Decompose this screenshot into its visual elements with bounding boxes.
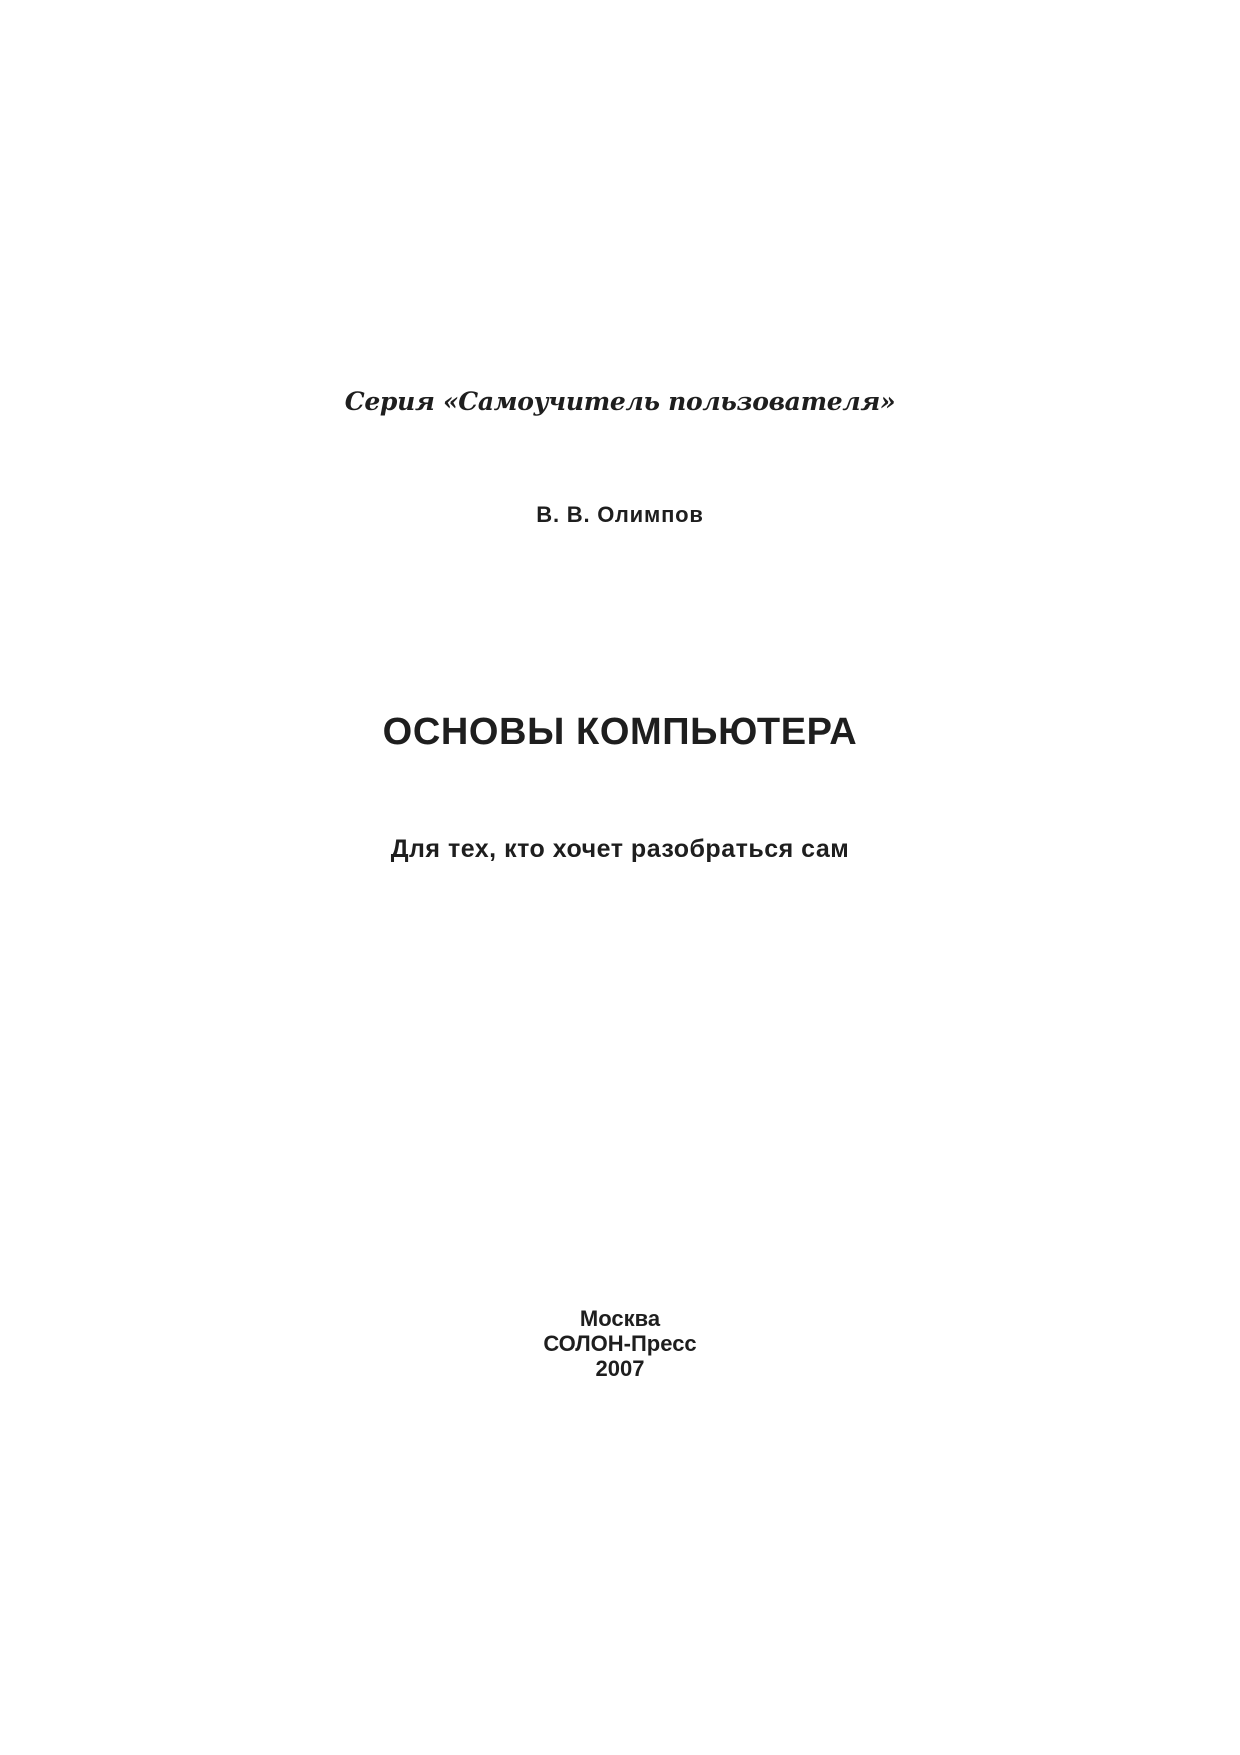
book-subtitle: Для тех, кто хочет разобраться сам [390, 835, 850, 863]
author-name: В. В. Олимпов [536, 502, 704, 527]
imprint-city: Москва [579, 1306, 661, 1331]
imprint-publisher: СОЛОН-Пресс [543, 1331, 697, 1356]
series-name: Серия «Самоучитель пользователя» [344, 387, 896, 416]
imprint [0, 1306, 1240, 1381]
book-title: ОСНОВЫ КОМПЬЮТЕРА [382, 711, 858, 753]
imprint-year: 2007 [595, 1356, 645, 1381]
